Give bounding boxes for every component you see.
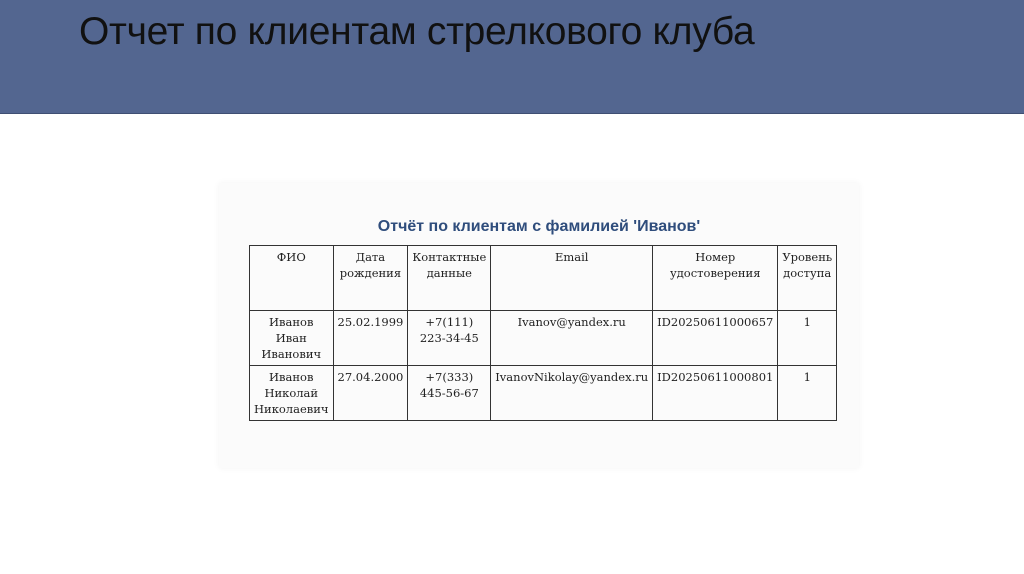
cell-contact: +7(111) 223-34-45 <box>408 311 491 366</box>
table-row <box>250 366 837 421</box>
report-table <box>249 245 837 421</box>
cell-fio: Иванов Николай Николаевич <box>250 366 334 421</box>
cell-contact: +7(333) 445-56-67 <box>408 366 491 421</box>
cell-birth-date: 27.04.2000 <box>333 366 408 421</box>
column-header-email: Email <box>491 246 653 311</box>
slide-title: Отчет по клиентам стрелкового клуба <box>79 10 755 53</box>
cell-email: Ivanov@yandex.ru <box>491 311 653 366</box>
table-header-row <box>250 246 837 311</box>
table-row <box>250 311 837 366</box>
cell-access-level: 1 <box>778 366 837 421</box>
column-header-birth-date: Дата рождения <box>333 246 408 311</box>
cell-fio: Иванов Иван Иванович <box>250 311 334 366</box>
cell-certificate: ID20250611000657 <box>653 311 778 366</box>
report-title: Отчёт по клиентам с фамилией 'Иванов' <box>377 218 701 235</box>
column-header-access-level: Уровень доступа <box>778 246 837 311</box>
cell-certificate: ID20250611000801 <box>653 366 778 421</box>
column-header-fio: ФИО <box>250 246 334 311</box>
cell-access-level: 1 <box>778 311 837 366</box>
report-image <box>219 183 859 468</box>
cell-email: IvanovNikolay@yandex.ru <box>491 366 653 421</box>
cell-birth-date: 25.02.1999 <box>333 311 408 366</box>
column-header-certificate: Номер удостоверения <box>653 246 778 311</box>
column-header-contact: Контактные данные <box>408 246 491 311</box>
